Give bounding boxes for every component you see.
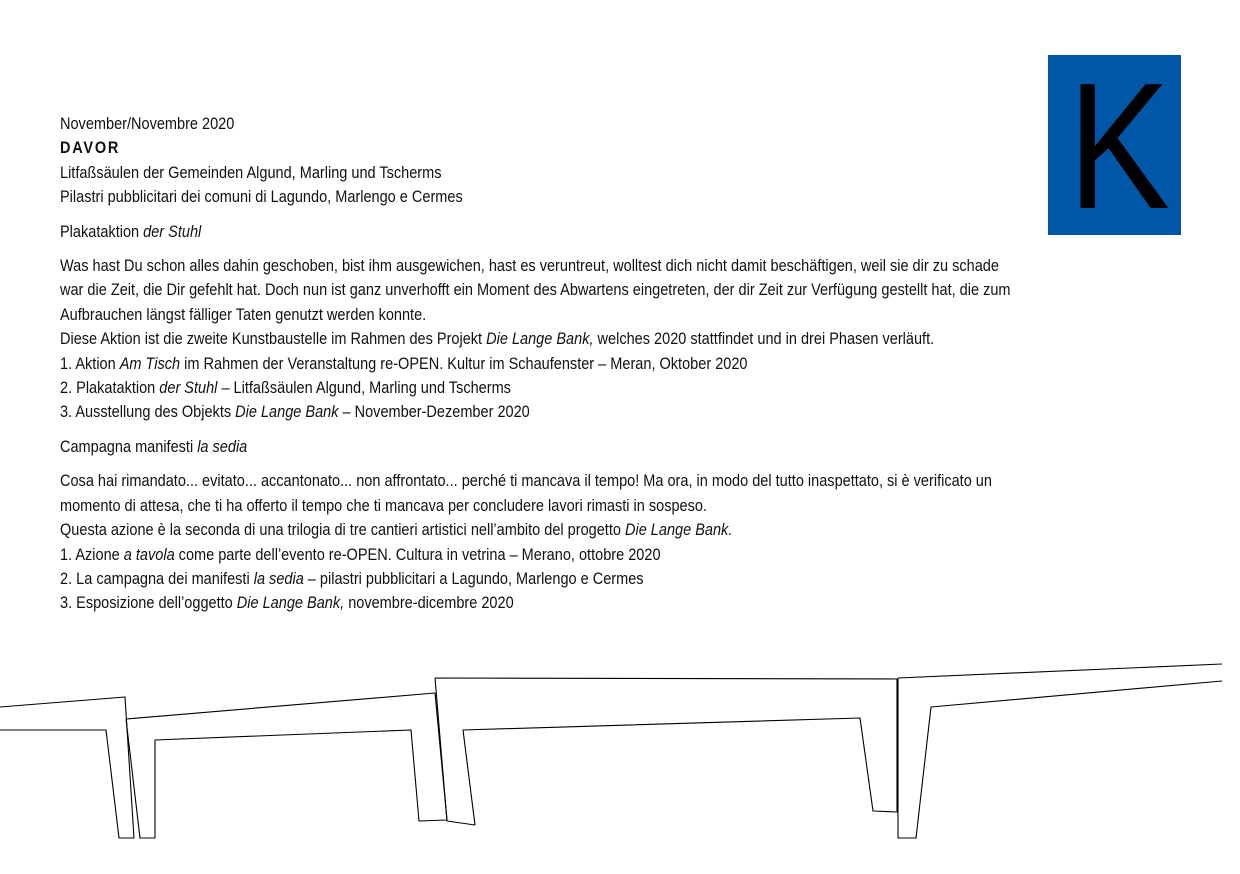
item-text: 2. Plakataktion	[60, 379, 160, 398]
item-italic: Am Tisch	[119, 354, 181, 373]
item-italic: a tavola	[123, 545, 175, 564]
location-de: Litfaßsäulen der Gemeinden Algund, Marling und Tscherms	[60, 163, 442, 182]
heading-it-text: Campagna manifesti	[60, 437, 198, 456]
intro-de-italic: Die Lange Bank,	[486, 330, 594, 349]
item-post: – pilastri pubblicitari a Lagundo, Marlengo e Cermes	[303, 569, 644, 588]
paragraph-it-line: momento di attesa, che ti ha offerto il tempo che ti mancava per concludere lavori rimasti in sospeso.	[60, 496, 708, 515]
bench-segment	[898, 678, 1222, 838]
paragraph-de-line: Was hast Du schon alles dahin geschoben, bist ihm ausgewichen, hast es veruntreut, wolltest dich nicht damit beschäftigen, weil sie dir zu schade	[60, 257, 999, 276]
intro-de-post: welches 2020 stattfindet und in drei Phasen verläuft.	[593, 330, 935, 349]
logo-letter: K	[1068, 55, 1171, 235]
date-line: November/Novembre 2020	[60, 115, 235, 133]
item-post: – November-Dezember 2020	[338, 403, 530, 422]
location-it: Pilastri pubblicitari dei comuni di Lagundo, Marlengo e Cermes	[60, 188, 463, 207]
item-text: 2. La campagna dei manifesti	[60, 569, 254, 588]
bench-segment	[0, 697, 134, 838]
heading-it-italic: la sedia	[197, 437, 248, 456]
bench-segment	[898, 664, 1222, 678]
heading-de-italic: der Stuhl	[143, 222, 202, 241]
intro-it-text: Questa azione è la seconda di una trilogia di tre cantieri artistici nell’ambito del progetto	[60, 521, 625, 540]
bench-segment	[435, 678, 897, 825]
item-italic: la sedia	[253, 569, 304, 588]
item-text: 3. Esposizione dell’oggetto	[60, 594, 237, 613]
item-italic: Die Lange Bank	[235, 403, 339, 422]
item-post: come parte dell’evento re-OPEN. Cultura in vetrina – Merano, ottobre 2020	[174, 545, 661, 564]
paragraph-de-line: war die Zeit, die Dir gefehlt hat. Doch nun ist ganz unverhofft ein Moment des Abwartens eingetreten, der dir Zeit zur Verfügung gestellt hat, die zum	[60, 281, 1011, 300]
paragraph-it-line: Cosa hai rimandato... evitato... accantonato... non affrontato... perché ti mancava il tempo! Ma ora, in modo del tutto inaspettato, si è verificato un	[60, 472, 992, 491]
item-post: im Rahmen der Veranstaltung re-OPEN. Kultur im Schaufenster – Meran, Oktober 2020	[180, 354, 748, 373]
exhibition-title: DAVOR	[60, 139, 121, 158]
bench-segment	[126, 693, 447, 838]
item-post: – Litfaßsäulen Algund, Marling und Tscherms	[217, 379, 511, 398]
item-italic: Die Lange Bank,	[236, 594, 345, 613]
item-text: 3. Ausstellung des Objekts	[60, 403, 236, 422]
item-italic: der Stuhl	[159, 379, 218, 398]
intro-it-italic: Die Lange Bank.	[624, 521, 733, 540]
item-text: 1. Aktion	[60, 354, 120, 373]
item-post: novembre-dicembre 2020	[344, 594, 514, 613]
item-text: 1. Azione	[60, 545, 124, 564]
intro-de-text: Diese Aktion ist die zweite Kunstbaustelle im Rahmen des Projekt	[60, 330, 487, 349]
paragraph-de-line: Aufbrauchen längst fälliger Taten genutzt werden konnte.	[60, 305, 427, 324]
heading-de-text: Plakataktion	[60, 222, 144, 241]
